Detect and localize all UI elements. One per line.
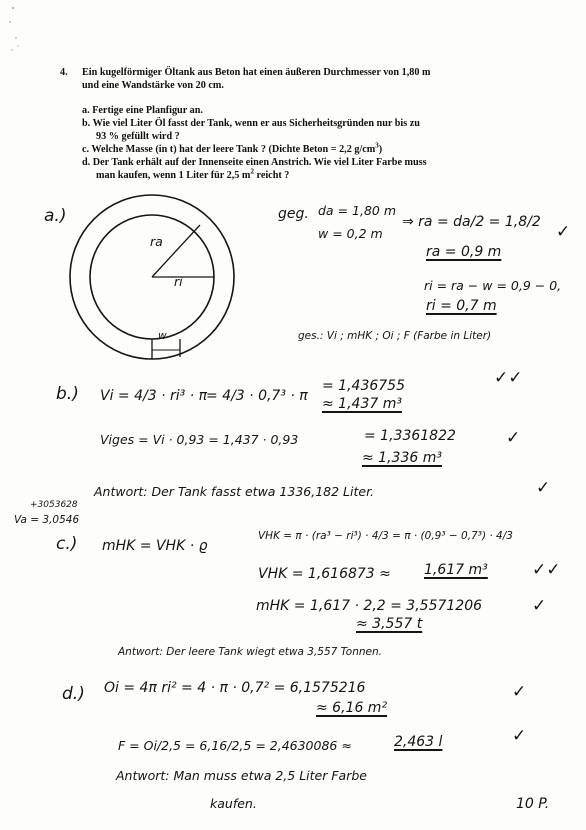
tank-cross-section <box>60 190 240 370</box>
vi-rounded: ≈ 1,437 m³ <box>322 396 402 412</box>
margin-note-line1: +3053628 <box>30 500 78 510</box>
task-text <box>60 66 540 182</box>
f-formula: F = Oi/2,5 = 6,16/2,5 = 2,4630086 ≈ <box>118 738 352 753</box>
check-b2: ✓ <box>506 428 521 448</box>
answer-b: Antwort: Der Tank fasst etwa 1336,182 Liter. <box>94 484 375 499</box>
label-ra: ra <box>150 234 163 249</box>
viges-value: = 1,3361822 <box>364 428 456 444</box>
task-intro <box>82 66 540 92</box>
given-da: da = 1,80 m <box>318 203 396 218</box>
mhk-value: mHK = 1,617 · 2,2 = 3,5571206 <box>256 598 483 614</box>
given-label: geg. <box>278 206 309 222</box>
oi-rounded: ≈ 6,16 m² <box>316 700 388 716</box>
task-intro-line2: und eine Wandstärke von 20 cm. <box>82 80 224 91</box>
check-c2: ✓ <box>532 596 547 616</box>
label-w: w <box>158 330 167 342</box>
answer-d-line2: kaufen. <box>210 796 257 811</box>
label-ri: ri <box>174 274 183 289</box>
task-intro-line1: Ein kugelförmiger Öltank aus Beton hat einen äußeren Durchmesser von 1,80 m <box>82 67 431 78</box>
check-c1: ✓✓ <box>532 560 561 580</box>
vi-substitution: = 4/3 · 0,7³ · π <box>206 388 308 404</box>
check-d1: ✓ <box>512 682 527 702</box>
ra-formula: ⇒ ra = da/2 = 1,8/2 <box>402 214 541 230</box>
vhk-formula: VHK = π · (ra³ − ri³) · 4/3 = π · (0,9³ − 0,7³) · 4/3 <box>258 530 513 542</box>
task-part-d-line1: d. Der Tank erhält auf der Innenseite einen Anstrich. Wie viel Liter Farbe muss <box>82 157 427 168</box>
ri-result: ri = 0,7 m <box>426 298 497 314</box>
task-part-b-line1: b. Wie viel Liter Öl fasst der Tank, wenn er aus Sicherheitsgründen nur bis zu <box>82 118 420 129</box>
score: 10 P. <box>516 796 550 812</box>
sought: ges.: Vi ; mHK ; Oi ; F (Farbe in Liter) <box>298 330 492 342</box>
margin-note-line2: Va = 3,0546 <box>14 514 80 526</box>
check-b3: ✓ <box>536 478 551 498</box>
f-rounded: 2,463 l <box>394 734 443 750</box>
ri-formula: ri = ra − w = 0,9 − 0, <box>424 278 562 293</box>
label-b: b.) <box>56 384 79 404</box>
label-a: a.) <box>44 206 67 226</box>
viges-formula: Viges = Vi · 0,93 = 1,437 · 0,93 <box>100 432 299 447</box>
label-d: d.) <box>62 684 85 704</box>
task-part-b-line2: 93 % gefüllt wird ? <box>96 131 180 142</box>
vhk-rounded: 1,617 m³ <box>424 562 488 578</box>
task-parts <box>82 104 540 182</box>
vi-formula: Vi = 4/3 · ri³ · π <box>100 388 208 404</box>
check-a: ✓ <box>556 222 571 242</box>
oi-formula: Oi = 4π ri² = 4 · π · 0,7² = 6,1575216 <box>104 680 366 696</box>
check-b1: ✓✓ <box>494 368 523 388</box>
task-part-a: a. Fertige eine Planfigur an. <box>82 105 203 116</box>
answer-d-line1: Antwort: Man muss etwa 2,5 Liter Farbe <box>116 768 367 783</box>
mhk-rounded: ≈ 3,557 t <box>356 616 423 632</box>
ra-result: ra = 0,9 m <box>426 244 502 260</box>
scan-specks <box>0 0 40 60</box>
answer-c: Antwort: Der leere Tank wiegt etwa 3,557 Tonnen. <box>118 646 382 658</box>
viges-rounded: ≈ 1,336 m³ <box>362 450 442 466</box>
mhk-formula: mHK = VHK · ϱ <box>102 538 208 554</box>
vhk-value: VHK = 1,616873 ≈ <box>258 566 391 582</box>
task-part-c: c. Welche Masse (in t) hat der leere Tank ? (Dichte Beton = 2,2 $g/cm^3$) <box>82 141 383 155</box>
given-w: w = 0,2 m <box>318 226 383 241</box>
label-c: c.) <box>56 534 78 554</box>
task-part-d-line2: man kaufen, wenn 1 Liter für 2,5 $m^2$ reicht ? <box>96 167 290 181</box>
check-d2: ✓ <box>512 726 527 746</box>
vi-value: = 1,436755 <box>322 378 405 394</box>
task-number: 4. <box>60 67 68 78</box>
